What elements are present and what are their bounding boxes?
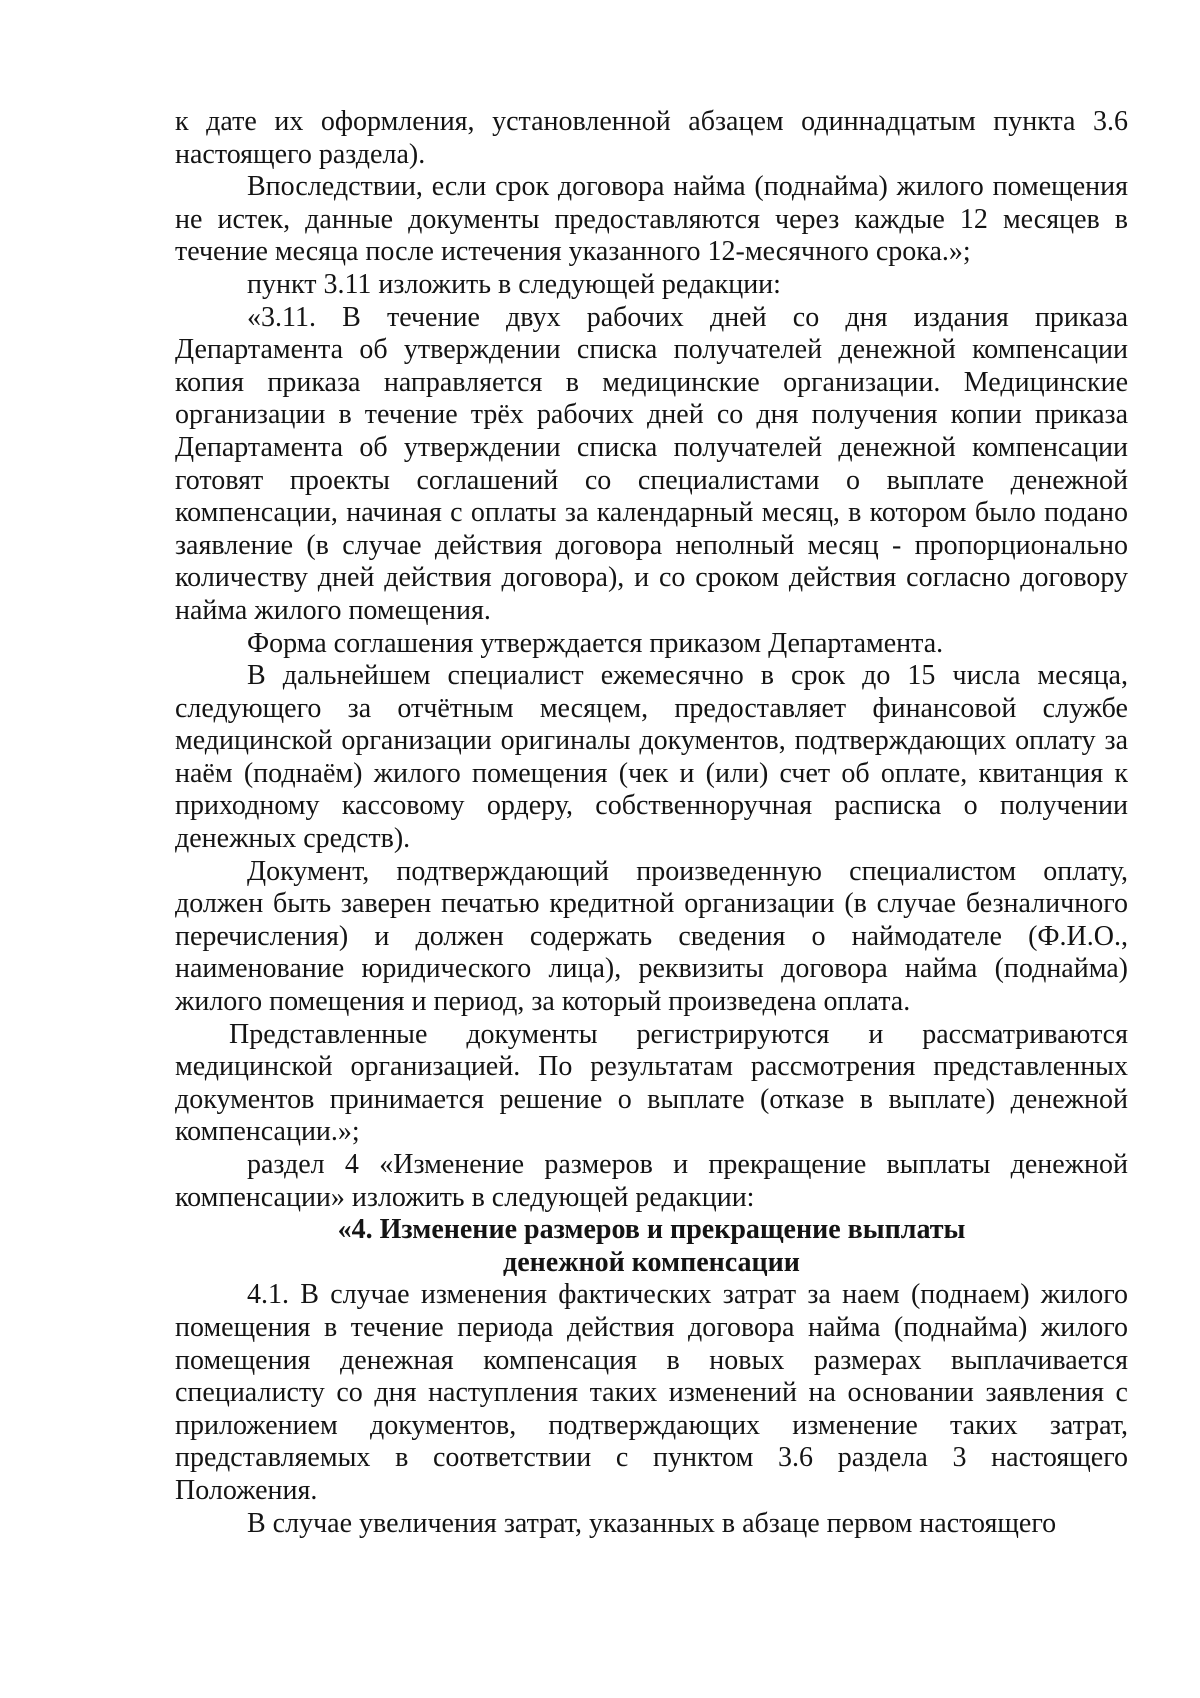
paragraph-continuation: к дате их оформления, установленной абзацем одиннадцатым пункта 3.6 настоящего раздела).	[175, 106, 1128, 170]
document-page	[175, 106, 1128, 1540]
paragraph-clause-3-11: «3.11. В течение двух рабочих дней со дня издания приказа Департамента об утверждении списка получателей денежной компенсации копия приказа направляется в медицинские организации. Медицинские организации в течение трёх рабочих дней со дня получения копии приказа Департамента об утверждении списка получателей денежной компенсации готовят проекты соглашений со специалистами о выплате денежной компенсации, начиная с оплаты за календарный месяц, в котором было подано заявление (в случае действия договора неполный месяц - пропорционально количеству дней действия договора), и со сроком действия согласно договору найма жилого помещения.	[175, 301, 1128, 626]
paragraph-monthly-documents: В дальнейшем специалист ежемесячно в срок до 15 числа месяца, следующего за отчётным месяцем, предоставляет финансовой службе медицинской организации оригиналы документов, подтверждающих оплату за наём (поднаём) жилого помещения (чек и (или) счет об оплате, квитанция к приходному кассовому ордеру, собственноручная расписка о получении денежных средств).	[175, 660, 1128, 855]
section-heading-line-1: «4. Изменение размеров и прекращение выплаты	[337, 1214, 966, 1246]
paragraph-clause-3-11-intro: пункт 3.11 изложить в следующей редакции:	[247, 268, 781, 300]
paragraph-payment-document: Документ, подтверждающий произведенную специалистом оплату, должен быть заверен печатью кредитной организации (в случае безналичного перечисления) и должен содержать сведения о наймодателе (Ф.И.О., наименование юридического лица), реквизиты договора найма (поднайма) жилого помещения и период, за который произведена оплата.	[175, 855, 1128, 1018]
section-heading-line-2: денежной компенсации	[503, 1246, 800, 1278]
paragraph-agreement-form: Форма соглашения утверждается приказом Департамента.	[247, 627, 944, 659]
paragraph-cost-increase: В случае увеличения затрат, указанных в абзаце первом настоящего	[247, 1507, 1057, 1539]
paragraph-subsequently: Впоследствии, если срок договора найма (поднайма) жилого помещения не истек, данные документы предоставляются через каждые 12 месяцев в течение месяца после истечения указанного 12-месячного срока.»;	[175, 171, 1128, 268]
paragraph-review-decision: Представленные документы регистрируются и рассматриваются медицинской организацией. По результатам рассмотрения представленных документов принимается решение о выплате (отказе в выплате) денежной компенсации.»;	[175, 1018, 1128, 1148]
paragraph-section-4-intro: раздел 4 «Изменение размеров и прекращение выплаты денежной компенсации» изложить в следующей редакции:	[175, 1149, 1128, 1213]
paragraph-clause-4-1: 4.1. В случае изменения фактических затрат за наем (поднаем) жилого помещения в течение периода действия договора найма (поднайма) жилого помещения денежная компенсация в новых размерах выплачивается специалисту со дня наступления таких изменений на основании заявления с приложением документов, подтверждающих изменение таких затрат, представляемых в соответствии с пунктом 3.6 раздела 3 настоящего Положения.	[175, 1279, 1128, 1506]
